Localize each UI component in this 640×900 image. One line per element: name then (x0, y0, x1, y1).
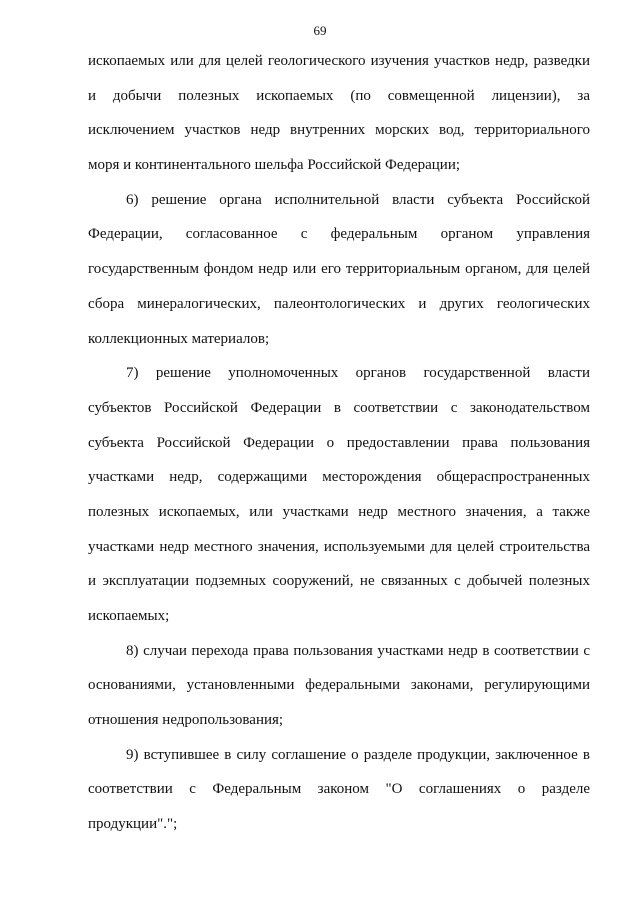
text-line: ископаемых или для целей геологического изучения участков недр, разведки (88, 53, 590, 69)
text-line: участками недр, содержащими месторождения общераспространенных (88, 469, 590, 486)
text-line: 6) решение органа исполнительной власти субъекта Российской (126, 191, 590, 208)
text-line: основаниями, установленными федеральными законами, регулирующими (88, 677, 590, 694)
text-line: исключением участков недр внутренних морских вод, территориального (88, 122, 590, 139)
document-body (88, 44, 590, 842)
text-line: сбора минералогических, палеонтологических и других геологических (88, 295, 590, 312)
text-line: государственным фондом недр или его территориальным органом, для целей (88, 261, 590, 278)
text-line: 9) вступившее в силу соглашение о разделе продукции, заключенное в (126, 746, 590, 763)
text-line: соответствии с Федеральным законом "О соглашениях о разделе (88, 781, 590, 798)
paragraph-item-8 (88, 634, 590, 738)
text-line: коллекционных материалов; (88, 330, 270, 347)
paragraph-item-9 (88, 738, 590, 842)
page-number: 69 (313, 23, 327, 38)
text-line: субъектов Российской Федерации в соответствии с законодательством (88, 399, 590, 416)
paragraph-item-6 (88, 183, 590, 356)
text-line: и добычи полезных ископаемых (по совмещенной лицензии), за (88, 87, 590, 104)
paragraph-continuation (88, 44, 590, 183)
text-line: отношения недропользования; (88, 712, 284, 729)
text-line: участками недр местного значения, используемыми для целей строительства (88, 538, 590, 555)
text-line: продукции"."; (88, 816, 178, 833)
text-line: и эксплуатации подземных сооружений, не связанных с добычей полезных (88, 573, 590, 590)
text-line: моря и континентального шельфа Российской Федерации; (88, 157, 461, 174)
text-line: полезных ископаемых, или участками недр местного значения, а также (88, 503, 590, 520)
text-line: 7) решение уполномоченных органов государственной власти (126, 365, 590, 382)
text-line: 8) случаи перехода права пользования участками недр в соответствии с (126, 642, 590, 659)
text-line: субъекта Российской Федерации о предоставлении права пользования (88, 434, 590, 451)
text-line: ископаемых; (88, 608, 170, 624)
text-line: Федерации, согласованное с федеральным органом управления (88, 226, 590, 243)
paragraph-item-7 (88, 356, 590, 634)
